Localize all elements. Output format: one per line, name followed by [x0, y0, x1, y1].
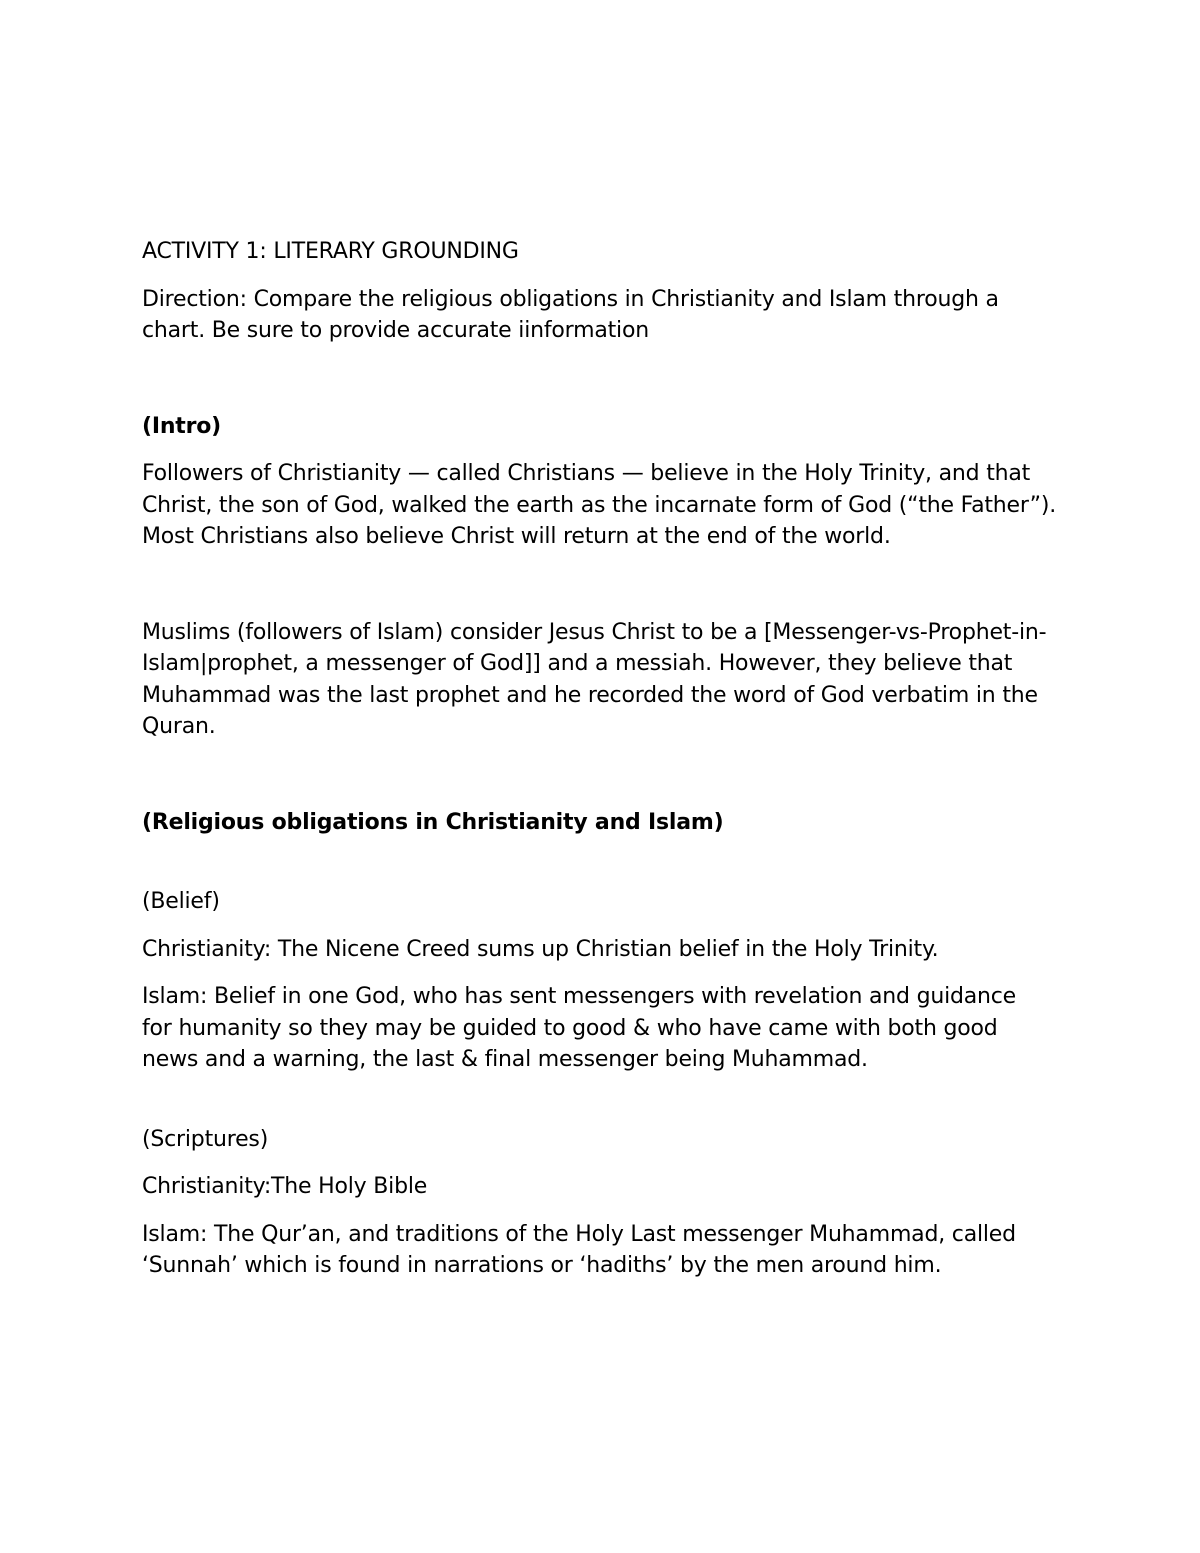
document-page	[142, 232, 1072, 1282]
belief-islam: Islam: Belief in one God, who has sent messengers with revelation and guidance for humanity so they may be guided to good & who have came with both good news and a warning, the last & final messenger being Muhammad.	[142, 984, 1017, 1072]
belief-christianity: Christianity: The Nicene Creed sums up Christian belief in the Holy Trinity.	[142, 936, 939, 962]
belief-heading: (Belief)	[142, 889, 220, 914]
intro-paragraph-christianity: Followers of Christianity — called Christians — believe in the Holy Trinity, and that Christ, the son of God, walked the earth as the incarnate form of God (“the Father”). Most Christians also believe Christ will return at the end of the world.	[142, 461, 1057, 549]
scriptures-heading: (Scriptures)	[142, 1126, 269, 1152]
activity-title: ACTIVITY 1: LITERARY GROUNDING	[142, 239, 519, 264]
intro-heading: (Intro)	[142, 413, 222, 439]
scriptures-christianity: Christianity:The Holy Bible	[142, 1174, 428, 1199]
obligations-heading: (Religious obligations in Christianity and Islam)	[142, 809, 724, 835]
scriptures-islam: Islam: The Qur’an, and traditions of the Holy Last messenger Muhammad, called ‘Sunnah’ which is found in narrations or ‘hadiths’ by the men around him.	[142, 1221, 1016, 1278]
direction-text: Direction: Compare the religious obligations in Christianity and Islam through a chart. Be sure to provide accurate iinformation	[142, 286, 999, 343]
intro-paragraph-islam: Muslims (followers of Islam) consider Jesus Christ to be a [Messenger-vs-Prophet-in-Islam|prophet, a messenger of God]] and a messiah. However, they believe that Muhammad was the last prophet and he recorded the word of God verbatim in the Quran.	[142, 619, 1047, 739]
